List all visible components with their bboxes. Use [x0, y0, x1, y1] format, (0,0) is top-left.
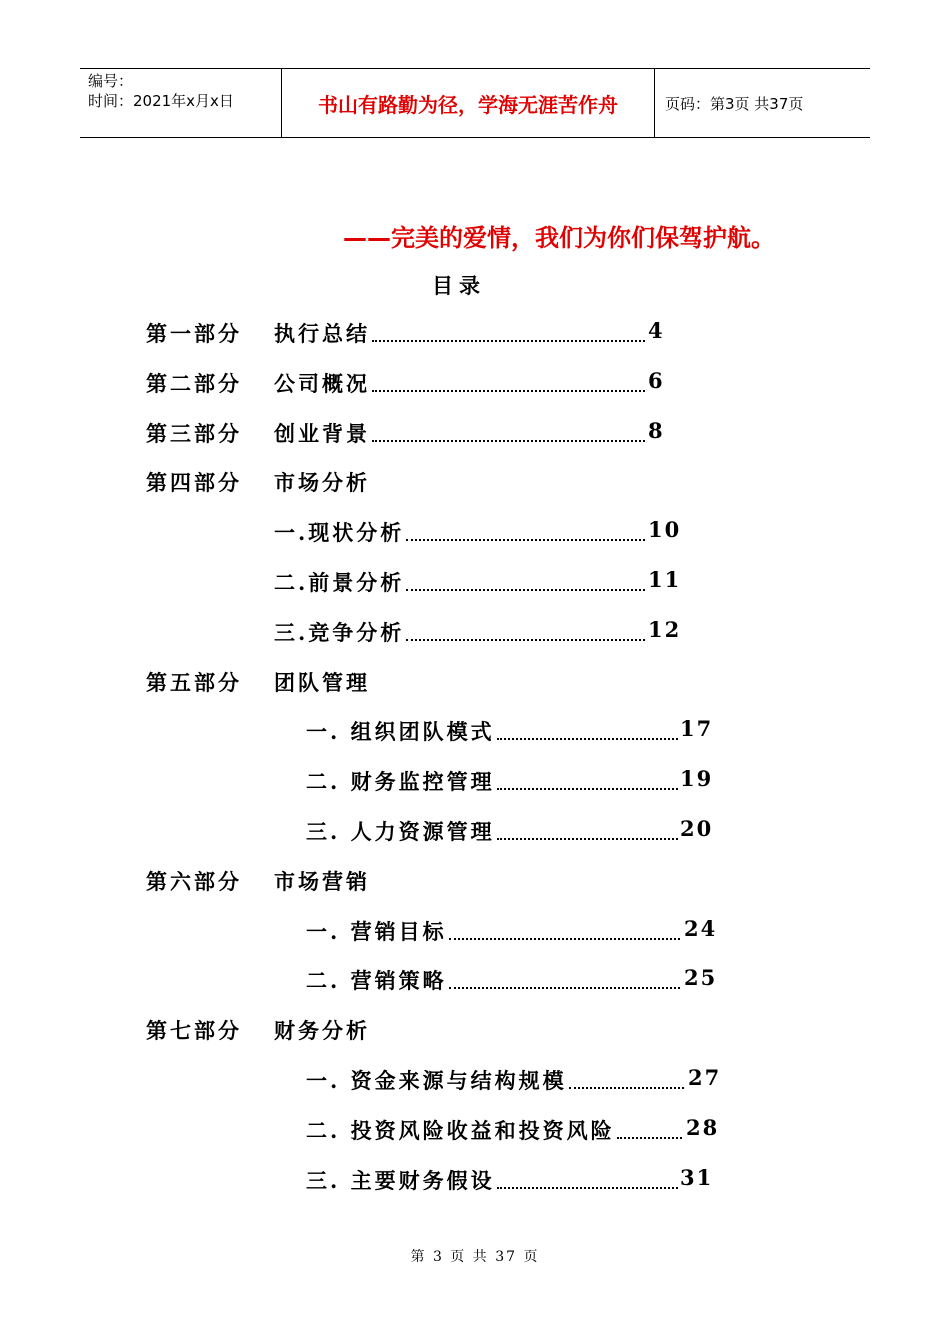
- toc-label: 执行总结: [274, 321, 370, 346]
- toc-leader: [497, 1187, 678, 1189]
- toc-part: 第二部分: [146, 370, 242, 396]
- toc-leader: [372, 390, 645, 392]
- toc-label: 一. 营销目标: [306, 918, 447, 944]
- toc-part: 第三部分: [146, 420, 242, 446]
- toc-entry[interactable]: [146, 418, 746, 448]
- toc-entry[interactable]: [146, 1065, 746, 1095]
- page-header: [80, 68, 870, 138]
- toc-part: 第六部分: [146, 868, 242, 894]
- toc-entry[interactable]: [146, 766, 746, 796]
- toc-entry[interactable]: [146, 1115, 746, 1145]
- toc-part: 第七部分: [146, 1018, 242, 1044]
- toc-leader: [372, 340, 645, 342]
- toc-label: 一.现状分析: [274, 520, 405, 546]
- toc-page: 20: [680, 816, 714, 841]
- toc-entry[interactable]: [146, 368, 746, 398]
- slogan: ——完美的爱情，我们为你们保驾护航。: [343, 224, 775, 252]
- toc-label: 三. 主要财务假设: [306, 1167, 495, 1193]
- toc-page: 25: [684, 965, 718, 991]
- header-motto: 书山有路勤为径，学海无涯苦作舟: [282, 69, 655, 137]
- toc-label: 三. 人力资源管理: [306, 819, 495, 844]
- toc-page: 19: [680, 766, 714, 792]
- toc-label: 创业背景: [274, 420, 370, 446]
- toc-page: 27: [688, 1065, 722, 1090]
- header-page-info: 页码：第3页 共37页: [665, 94, 804, 113]
- toc-page: 8: [648, 417, 665, 443]
- toc-entry[interactable]: [146, 667, 746, 697]
- toc-leader: [406, 539, 645, 541]
- toc-page: 11: [648, 567, 682, 592]
- toc-leader: [449, 987, 680, 989]
- toc-entry[interactable]: [146, 816, 746, 846]
- toc-part: 第四部分: [146, 470, 242, 496]
- toc-entry[interactable]: [146, 916, 746, 946]
- toc-label: 二. 投资风险收益和投资风险: [306, 1117, 615, 1143]
- toc-label: 二. 营销策略: [306, 968, 447, 994]
- toc-leader: [497, 738, 678, 740]
- toc-leader: [372, 440, 645, 442]
- toc-entry[interactable]: [146, 617, 746, 647]
- toc-page: 12: [648, 616, 682, 642]
- toc-title: 目录: [432, 273, 486, 298]
- toc-page: 28: [686, 1114, 720, 1140]
- toc-label: 团队管理: [274, 669, 370, 695]
- toc-leader: [406, 589, 645, 591]
- toc-label: 一. 组织团队模式: [306, 719, 495, 745]
- toc-label: 二.前景分析: [274, 570, 405, 595]
- toc-page: 17: [680, 716, 714, 742]
- toc-label: 公司概况: [274, 370, 370, 396]
- toc-leader: [449, 938, 680, 940]
- toc-label: 市场分析: [274, 470, 370, 496]
- toc-leader: [497, 788, 678, 790]
- toc-page: 10: [648, 517, 682, 543]
- toc-leader: [406, 639, 645, 641]
- toc-entry[interactable]: [146, 517, 746, 547]
- header-meta: [80, 69, 282, 137]
- toc-leader: [617, 1137, 682, 1139]
- toc-entry[interactable]: [146, 716, 746, 746]
- toc-leader: [569, 1087, 684, 1089]
- toc-page: 6: [648, 367, 665, 393]
- toc-page: 31: [680, 1164, 714, 1190]
- toc-part: 第五部分: [146, 669, 242, 695]
- document-date: 时间：2021年x月x日: [88, 92, 234, 110]
- toc-label: 二. 财务监控管理: [306, 769, 495, 795]
- toc-page: 24: [684, 915, 718, 941]
- toc-label: 财务分析: [274, 1018, 370, 1044]
- toc-entry[interactable]: [146, 866, 746, 896]
- toc-label: 三.竞争分析: [274, 619, 405, 645]
- toc-label: 市场营销: [274, 868, 370, 894]
- toc-leader: [497, 838, 678, 840]
- toc-entry[interactable]: [146, 567, 746, 597]
- toc-entry[interactable]: [146, 1165, 746, 1195]
- toc-label: 一. 资金来源与结构规模: [306, 1068, 567, 1093]
- document-number: 编号：: [88, 72, 134, 90]
- toc-part: 第一部分: [146, 321, 242, 346]
- page-footer: 第 3 页 共 37 页: [410, 1249, 540, 1265]
- toc-entry[interactable]: [146, 467, 746, 497]
- toc-entry[interactable]: [146, 965, 746, 995]
- toc-entry[interactable]: [146, 318, 746, 348]
- toc-entry[interactable]: [146, 1015, 746, 1045]
- toc-page: 4: [648, 318, 665, 343]
